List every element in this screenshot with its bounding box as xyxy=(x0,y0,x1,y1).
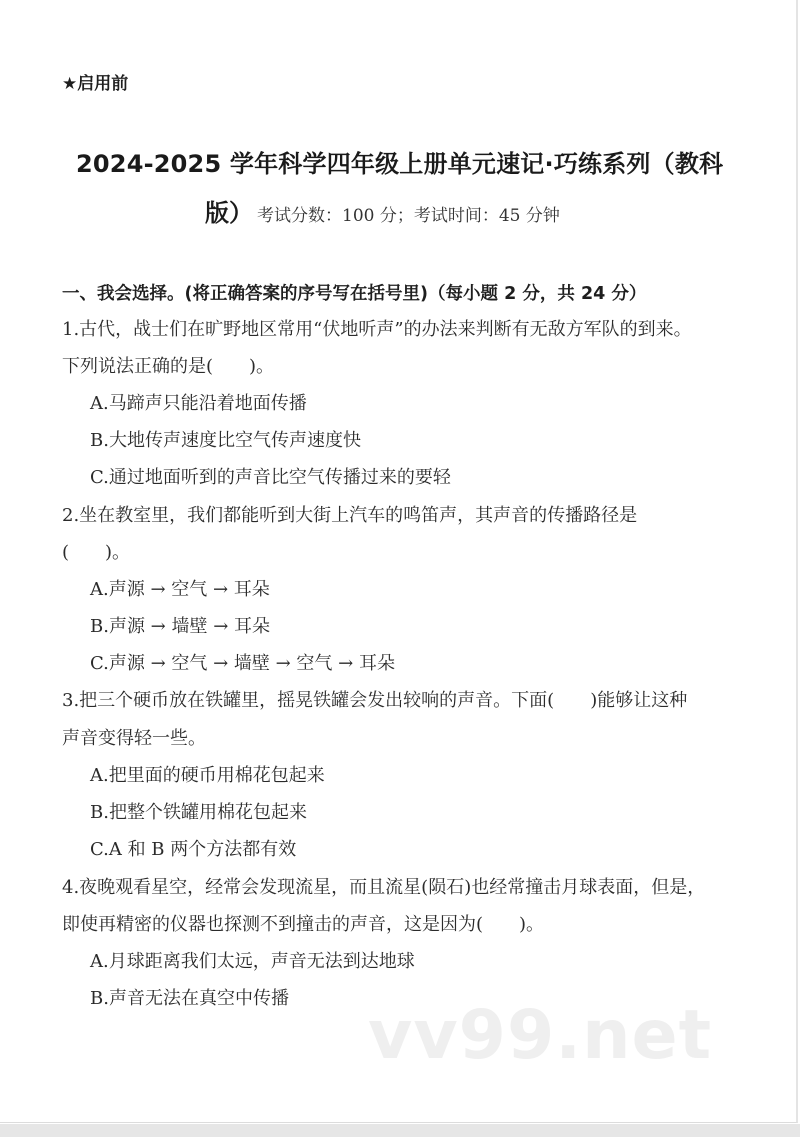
question-4-option-a: A.月球距离我们太远，声音无法到达地球 xyxy=(90,951,415,972)
question-1-option-a: A.马蹄声只能沿着地面传播 xyxy=(90,393,307,414)
question-2-option-c: C.声源 → 空气 → 墙壁 → 空气 → 耳朵 xyxy=(90,653,395,674)
question-4-line-2: 即使再精密的仪器也探测不到撞击的声音，这是因为( )。 xyxy=(62,914,545,935)
question-2-option-b: B.声源 → 墙壁 → 耳朵 xyxy=(90,616,270,637)
question-3-option-c: C.A 和 B 两个方法都有效 xyxy=(90,839,297,860)
question-4-line-1: 4.夜晚观看星空，经常会发现流星，而且流星(陨石)也经常撞击月球表面，但是， xyxy=(62,877,706,898)
page-bottom-edge xyxy=(0,1124,800,1137)
question-1-line-1: 1.古代，战士们在旷野地区常用“伏地听声”的办法来判断有无敌方军队的到来。 xyxy=(62,319,692,340)
exam-meta: 考试分数：100 分；考试时间：45 分钟 xyxy=(257,206,560,226)
status-badge: ★启用前 xyxy=(62,74,129,94)
question-2-option-a: A.声源 → 空气 → 耳朵 xyxy=(90,579,270,600)
question-3-option-a: A.把里面的硬币用棉花包起来 xyxy=(90,765,325,786)
question-1-option-b: B.大地传声速度比空气传声速度快 xyxy=(90,430,361,451)
question-4-option-b: B.声音无法在真空中传播 xyxy=(90,988,289,1009)
watermark: vv99.net xyxy=(368,996,713,1075)
page-title: 2024-2025 学年科学四年级上册单元速记·巧练系列（教科 xyxy=(76,150,724,178)
question-3-line-1: 3.把三个硬币放在铁罐里，摇晃铁罐会发出较响的声音。下面( )能够让这种 xyxy=(62,690,688,711)
question-1-option-c: C.通过地面听到的声音比空气传播过来的要轻 xyxy=(90,467,451,488)
page-title-continuation xyxy=(205,197,560,232)
question-3-line-2: 声音变得轻一些。 xyxy=(62,728,206,749)
section-heading: 一、我会选择。(将正确答案的序号写在括号里)（每小题 2 分，共 24 分） xyxy=(62,284,647,304)
question-2-line-1: 2.坐在教室里，我们都能听到大街上汽车的鸣笛声，其声音的传播路径是 xyxy=(62,505,638,526)
question-3-option-b: B.把整个铁罐用棉花包起来 xyxy=(90,802,307,823)
page-title-end: 版） xyxy=(205,199,253,227)
question-1-line-2: 下列说法正确的是( )。 xyxy=(62,356,275,377)
question-2-line-2: ( )。 xyxy=(62,542,131,563)
